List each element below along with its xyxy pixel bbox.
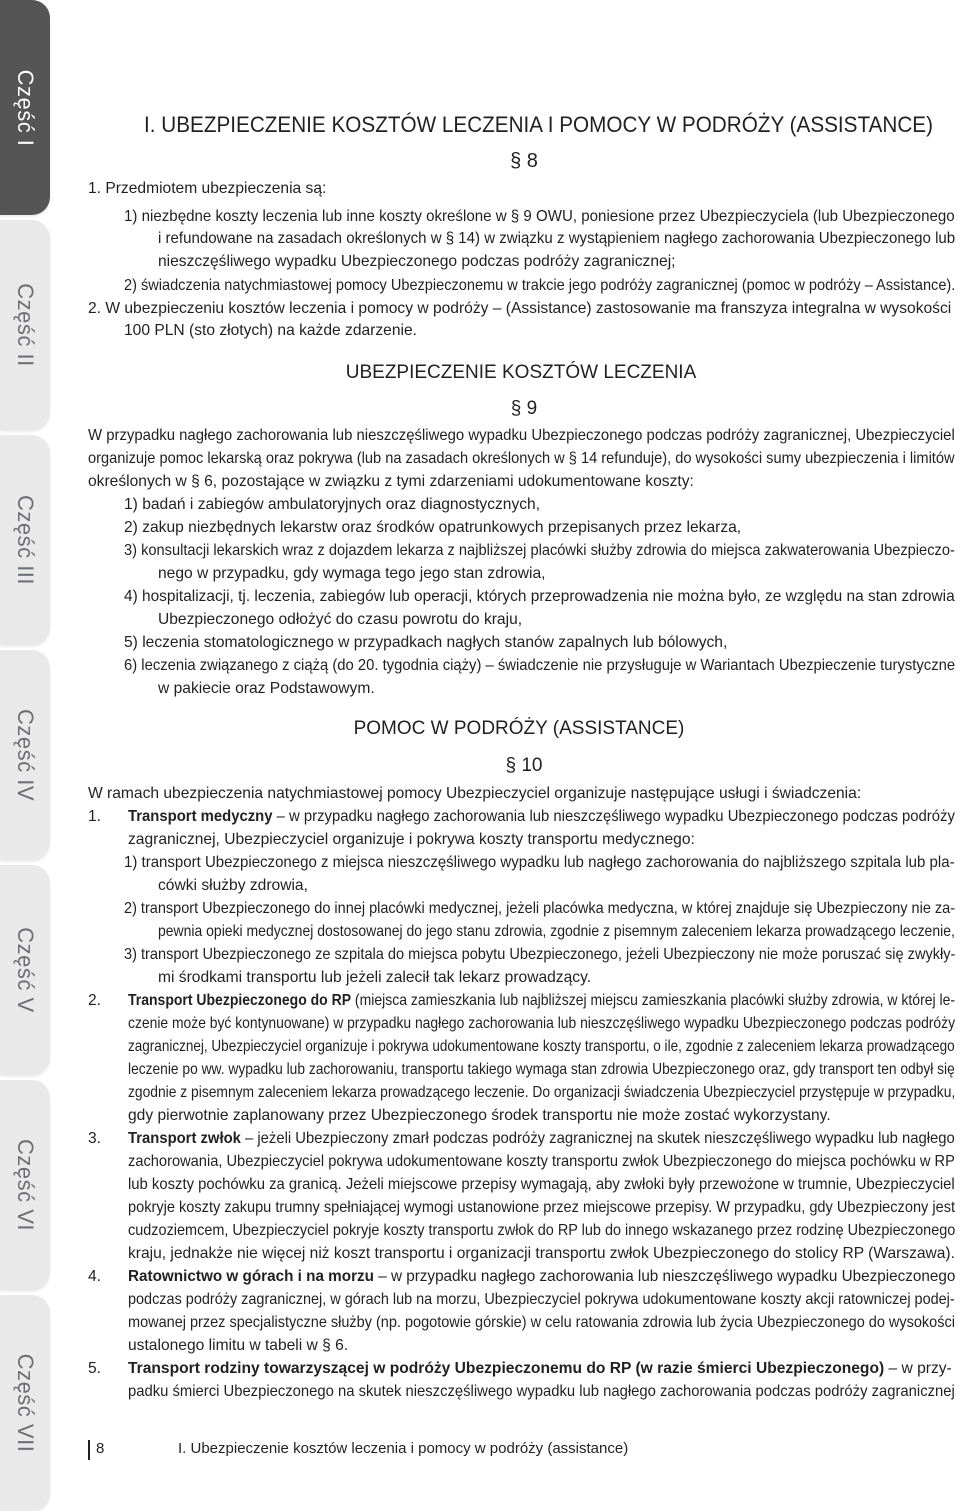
assistance-heading: POMOC W PODRÓŻY (ASSISTANCE) — [353, 718, 685, 739]
s10-line: 1) transport Ubezpieczonego z miejsca nieszczęśliwego wypadku lub nagłego zachorowania do najbliższego szpitala lub pla- — [124, 854, 955, 871]
tab-label: Część VI — [13, 1138, 38, 1232]
s8-line: 100 PLN (sto złotych) na każde zdarzenie. — [124, 322, 417, 339]
tab-label: Część VII — [13, 1353, 38, 1453]
item-title: Ratownictwo w górach i na morzu — [128, 1268, 374, 1285]
section-10-heading: § 10 — [505, 755, 543, 776]
s9-line: 4) hospitalizacji, tj. leczenia, zabiegów lub operacji, których przeprowadzenia nie można było, ze względu na stan zdrowia — [124, 588, 955, 605]
s8-line: 1. Przedmiotem ubezpieczenia są: — [88, 180, 327, 197]
s10-intro: W ramach ubezpieczenia natychmiastowej pomocy Ubezpieczyciel organizuje następujące usługi i świadczenia: — [88, 785, 862, 802]
item-text: – jeżeli Ubezpieczony zmarł podczas podróży zagranicznej na skutek nieszczęśliwego wypadku lub nagłego — [240, 1130, 955, 1147]
s10-item-3-first — [128, 1128, 955, 1150]
page-title: I. UBEZPIECZENIE KOSZTÓW LECZENIA I POMOCY W PODRÓŻY (ASSISTANCE) — [144, 112, 934, 137]
s10-line: mi środkami transportu lub jeżeli zalecił tak lekarz prowadzący. — [158, 969, 592, 986]
s10-line: kraju, jednakże nie więcej niż koszt transportu i organizacji transportu zwłok Ubezpieczonego do stolicy RP (Warszawa). — [128, 1245, 955, 1262]
footer-divider — [88, 1440, 90, 1460]
tab-part-7[interactable] — [0, 1295, 50, 1511]
s10-item-1-first — [128, 806, 955, 828]
s10-line: pewnia opieki medycznej dostosowanej do jego stanu zdrowia, zgodnie z pisemnym zaleceniem lekarza prowadzącego leczenie, — [158, 923, 955, 940]
tab-part-6[interactable] — [0, 1080, 50, 1290]
s10-line: mowanej przez specjalistyczne służby (np. pogotowie górskie) w celu ratowania zdrowia lub życia Ubezpieczonego do wysokości — [128, 1314, 955, 1331]
section-tabs — [0, 0, 50, 1511]
item-title: Transport medyczny — [128, 808, 273, 825]
s10-line: zagranicznej, Ubezpieczyciel organizuje i pokrywa udokumentowane koszty transportu, o ile, zgodnie z zaleceniem lekarza prowadzącego — [128, 1038, 955, 1055]
tab-part-1[interactable] — [0, 0, 50, 215]
s10-line: pokryje koszty zakupu trumny spełniającej wymogi ustanowione przez miejscowe przepisy. W przypadku, gdy Ubezpieczony jest — [128, 1199, 956, 1216]
s10-line: zachorowania, Ubezpieczyciel pokrywa udokumentowane koszty transportu zwłok Ubezpieczonego do miejsca pochówku w RP — [128, 1153, 955, 1170]
s8-line: 2. W ubezpieczeniu kosztów leczenia i pomocy w podróży – (Assistance) zastosowanie ma franszyza integralna w wysokości — [88, 300, 952, 317]
s9-line: 3) konsultacji lekarskich wraz z dojazdem lekarza z najbliższej placówki służby zdrowia do miejsca zakwaterowania Ubezpieczo- — [124, 542, 955, 559]
s9-line: organizuje pomoc lekarską oraz pokrywa (lub na zasadach określonych w § 14 refunduje), do wysokości sumy ubezpieczenia i limitów — [88, 450, 955, 467]
s10-line: ustalonego limitu w tabeli w § 6. — [128, 1337, 349, 1354]
s10-line: gdy pierwotnie zaplanowany przez Ubezpieczonego środek transportu nie może zostać wykorzystany. — [128, 1107, 831, 1124]
s10-line: cudzoziemcem, Ubezpieczyciel pokryje koszty transportu zwłok do RP lub do innego wskazanego przez rodzinę Ubezpieczonego — [128, 1222, 956, 1239]
s10-line: padku śmierci Ubezpieczonego na skutek nieszczęśliwego wypadku lub nagłego zachorowania podczas podróży zagranicznej — [128, 1383, 955, 1400]
s10-item-2-first — [128, 990, 955, 1012]
item-text: – w przy- — [884, 1360, 952, 1377]
item-number: 5. — [88, 1360, 102, 1377]
s8-line: i refundowane na zasadach określonych w § 14) w związku z wystąpieniem nagłego zachorowania Ubezpieczonego lub — [158, 230, 956, 247]
tab-part-5[interactable] — [0, 865, 50, 1075]
s10-line: zagranicznej, Ubezpieczyciel organizuje i pokrywa koszty transportu medycznego: — [128, 831, 695, 848]
item-title: Transport zwłok — [128, 1130, 241, 1147]
s9-line: nego w przypadku, gdy wymaga tego jego stan zdrowia, — [158, 565, 546, 582]
section-8-heading: § 8 — [510, 150, 538, 172]
item-number: 1. — [88, 808, 102, 825]
koszty-heading: UBEZPIECZENIE KOSZTÓW LECZENIA — [345, 362, 697, 383]
page-number: 8 — [96, 1440, 105, 1457]
s10-line: 2) transport Ubezpieczonego do innej placówki medycznej, jeżeli placówka medyczna, w której znajduje się Ubezpieczony nie za- — [124, 900, 956, 917]
s9-line: 1) badań i zabiegów ambulatoryjnych oraz diagnostycznych, — [124, 496, 541, 513]
item-number: 2. — [88, 992, 102, 1009]
s10-line: 3) transport Ubezpieczonego ze szpitala do miejsca pobytu Ubezpieczonego, jeżeli Ubezpieczony nie może poruszać się zwykły- — [124, 946, 956, 963]
s9-line: 2) zakup niezbędnych lekarstw oraz środków opatrunkowych przepisanych przez lekarza, — [124, 519, 742, 536]
s10-line: zgodnie z pisemnym zaleceniem lekarza prowadzącego leczenie. Do organizacji świadczenia Ubezpieczyciel przystępuje w przypadku, — [128, 1084, 956, 1101]
s10-line: czenie może być kontynuowane) w przypadku nagłego zachorowania lub nieszczęśliwego wypadku Ubezpieczonego podczas podróży — [128, 1015, 956, 1032]
tab-label: Część II — [13, 283, 38, 367]
tab-label: Część I — [13, 69, 38, 146]
tab-label: Część V — [13, 927, 38, 1013]
item-number: 4. — [88, 1268, 102, 1285]
s8-line: 2) świadczenia natychmiastowej pomocy Ubezpieczonemu w trakcie jego podróży zagranicznej (pomoc w podróży – Assistance). — [124, 277, 956, 294]
tab-label: Część III — [13, 494, 38, 586]
item-title: Transport Ubezpieczonego do RP — [128, 992, 352, 1009]
s8-line: nieszczęśliwego wypadku Ubezpieczonego podczas podróży zagranicznej; — [158, 253, 676, 270]
item-text: – w przypadku nagłego zachorowania lub nieszczęśliwego wypadku Ubezpieczonego podczas podróży — [272, 808, 955, 825]
s9-line: określonych w § 6, pozostające w związku z tymi zdarzeniami udokumentowane koszty: — [88, 473, 694, 490]
item-text: (miejsca zamieszkania lub najbliższej miejscu zamieszkania placówki służby zdrowia, w której le- — [351, 992, 956, 1009]
s10-line: leczenie po ww. wypadku lub zachorowaniu, transportu takiego wymaga stan zdrowia Ubezpieczonego oraz, gdy transport ten odbył się — [128, 1061, 955, 1078]
s9-line: Ubezpieczonego odłożyć do czasu powrotu do kraju, — [158, 611, 523, 628]
s9-line: W przypadku nagłego zachorowania lub nieszczęśliwego wypadku Ubezpieczonego podczas podróży zagranicznej, Ubezpieczyciel — [88, 427, 955, 444]
s10-line: podczas podróży zagranicznej, w górach lub na morzu, Ubezpieczyciel pokrywa udokumentowane koszty akcji ratowniczej podej- — [128, 1291, 955, 1308]
s9-line: 6) leczenia związanego z ciążą (do 20. tygodnia ciąży) – świadczenie nie przysługuje w Wariantach Ubezpieczenie turystyczne — [124, 657, 956, 674]
footer-title: I. Ubezpieczenie kosztów leczenia i pomocy w podróży (assistance) — [178, 1440, 629, 1457]
item-number: 3. — [88, 1130, 102, 1147]
s10-item-5-first — [128, 1358, 952, 1380]
s10-item-4-first — [128, 1266, 955, 1288]
tab-part-2[interactable] — [0, 220, 50, 430]
s8-line: 1) niezbędne koszty leczenia lub inne koszty określone w § 9 OWU, poniesione przez Ubezpieczyciela (lub Ubezpieczonego — [124, 208, 955, 225]
s10-line: lub koszty pochówku za granicą. Jeżeli miejscowe przepisy wymagają, aby zwłoki były przewożone w trumnie, Ubezpieczyciel — [128, 1176, 955, 1193]
item-text: – w przypadku nagłego zachorowania lub nieszczęśliwego wypadku Ubezpieczonego — [373, 1268, 956, 1285]
tab-part-4[interactable] — [0, 650, 50, 860]
tab-part-3[interactable] — [0, 435, 50, 645]
tab-label: Część IV — [13, 708, 38, 802]
s10-line: cówki służby zdrowia, — [158, 877, 308, 894]
item-title: Transport rodziny towarzyszącej w podróży Ubezpieczonemu do RP (w razie śmierci Ubezpieczonego) — [128, 1360, 885, 1377]
s9-line: 5) leczenia stomatologicznego w przypadkach nagłych stanów zapalnych lub bólowych, — [124, 634, 728, 651]
section-9-heading: § 9 — [510, 398, 538, 419]
s9-line: w pakiecie oraz Podstawowym. — [158, 680, 375, 697]
